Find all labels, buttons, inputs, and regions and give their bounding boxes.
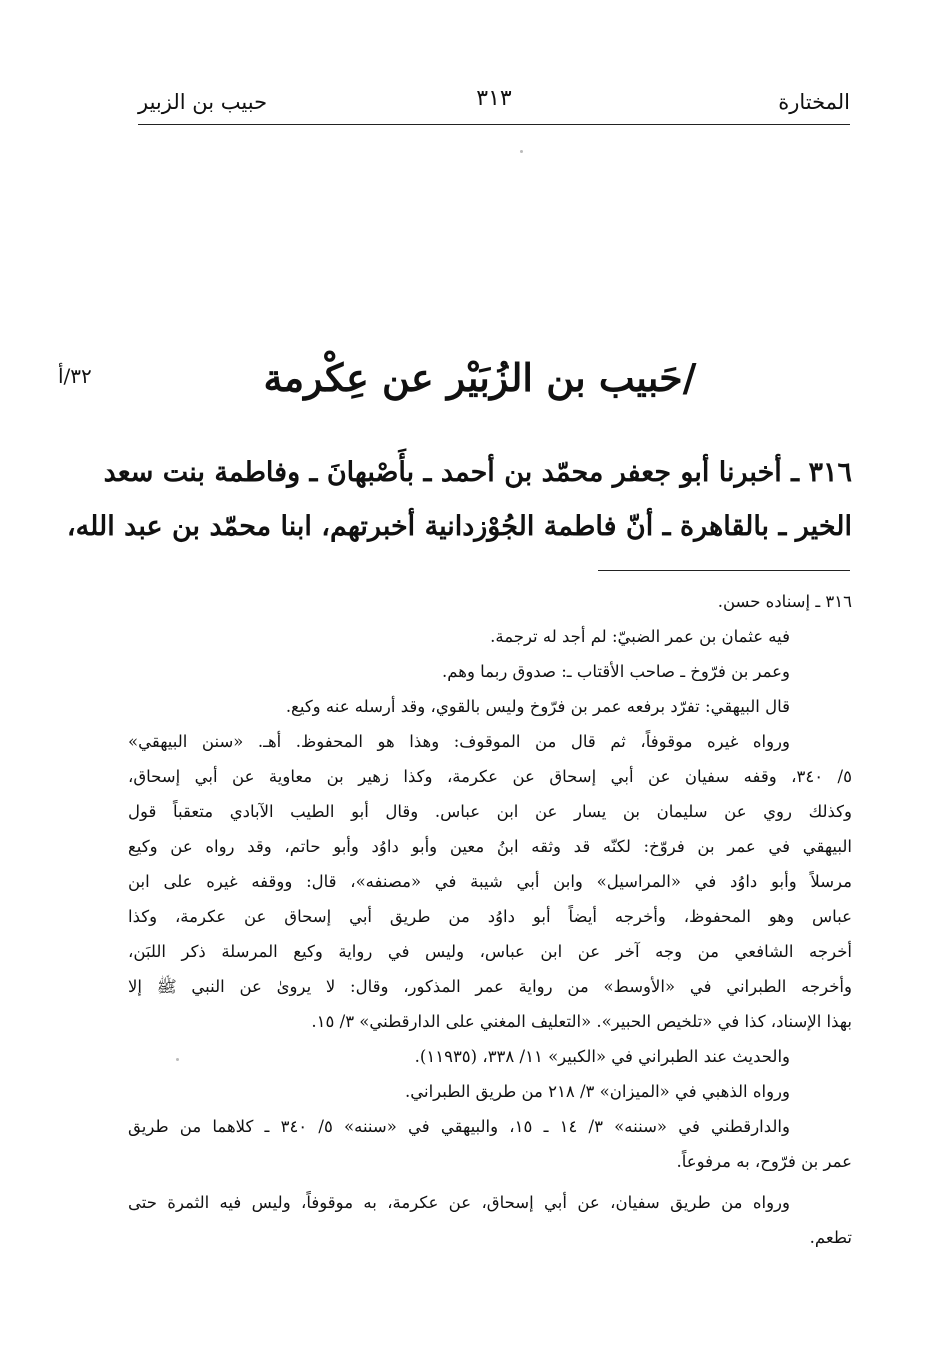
footnote-line: عباس وهو المحفوظ، وأخرجه أيضاً أبو داوُد من طريق أبي إسحاق عن عكرمة، وكذا (128, 907, 852, 926)
footnote-line: البيهقي في عمر بن فروّخ: لكنّه قد وثقه ابنُ معين وأبو داوُد وأبو حاتم، وقد رواه عن وكيع (128, 837, 852, 856)
footnote-line: ورواه غيره موقوفاً، ثم قال من الموقوف: وهذا هو المحفوظ. أهـ. «سنن البيهقي» (128, 732, 790, 751)
scan-speck (520, 150, 523, 153)
footnote-line: فيه عثمان بن عمر الضبيّ: لم أجد له ترجمة. (490, 627, 790, 646)
footnote-line: وكذلك روي عن سليمان بن يسار عن ابن عباس. وقال أبو الطيب الآبادي متعقباً قول (128, 802, 852, 821)
footnote-line: ٣١٦ ـ إسناده حسن. (717, 592, 852, 611)
header-book-title: المختارة (778, 90, 850, 114)
footnote-line: ٥/ ٣٤٠، وقفه سفيان عن أبي إسحاق عن عكرمة، وكذا زهير بن معاوية عن أبي إسحاق، (128, 767, 852, 786)
footnote-line: عمر بن فرّوح، به مرفوعاً. (676, 1152, 852, 1171)
footnote-line: والدارقطني في «سننه» ٣/ ١٤ ـ ١٥، والبيهقي في «سننه» ٥/ ٣٤٠ ـ كلاهما من طريق (128, 1117, 790, 1136)
footnote-line: وعمر بن فرّوخ ـ صاحب الأقتاب ـ: صدوق ربما وهم. (442, 662, 790, 681)
running-header (138, 84, 850, 124)
page-number: ٣١٣ (476, 86, 512, 111)
footnote-line: ورواه الذهبي في «الميزان» ٣/ ٢١٨ من طريق الطبراني. (404, 1082, 790, 1101)
footnote-line: مرسلاً وأبو داوُد في «المراسيل» وابن أبي شيبة في «مصنفه»، قال: ووقفه غيره على ابن (128, 872, 852, 891)
header-rule (138, 124, 850, 125)
hadith-line-2: الخير ـ بالقاهرة ـ أنّ فاطمة الجُوْزدانية أخبرتهم، ابنا محمّد بن عبد الله، (66, 511, 852, 542)
footnote-line: والحديث عند الطبراني في «الكبير» ١١/ ٣٣٨، (١١٩٣٥). (414, 1047, 790, 1066)
footnote-line: بهذا الإسناد، كذا في «تلخيص الحبير». «التعليف المغني على الدارقطني» ٣/ ١٥. (311, 1012, 852, 1031)
footnote-line: أخرجه الشافعي من وجه آخر عن ابن عباس، وليس في رواية وكيع المرسلة ذكر اللبَن، (128, 942, 852, 961)
footnotes (128, 584, 852, 1255)
scan-speck (176, 1058, 179, 1061)
footnote-line: ورواه من طريق سفيان، عن أبي إسحاق، عن عكرمة، به موقوفاً، وليس فيه الثمرة حتى (128, 1193, 790, 1212)
footnote-line: قال البيهقي: تفرّد برفعه عمر بن فرّوخ وليس بالقوي، وقد أرسله عنه وكيع. (285, 697, 790, 716)
footnote-line: تطعم. (809, 1228, 852, 1247)
hadith-text (66, 446, 852, 554)
chapter-title: /حَبيب بن الزُبَيْر عن عِكْرمة (263, 355, 697, 400)
footnote-line: وأخرجه الطبراني في «الأوسط» من رواية عمر المذكور، وقال: لا يروىٰ عن النبي ﷺ إلا (128, 977, 852, 996)
hadith-line-1: ٣١٦ ـ أخبرنا أبو جعفر محمّد بن أحمد ـ بأَصْبهانَ ـ وفاطمة بنت سعد (103, 457, 852, 488)
header-chapter-name: حبيب بن الزبير (138, 90, 268, 114)
manuscript-folio-note: ٣٢/أ (58, 364, 92, 388)
footnote-separator (598, 570, 850, 571)
